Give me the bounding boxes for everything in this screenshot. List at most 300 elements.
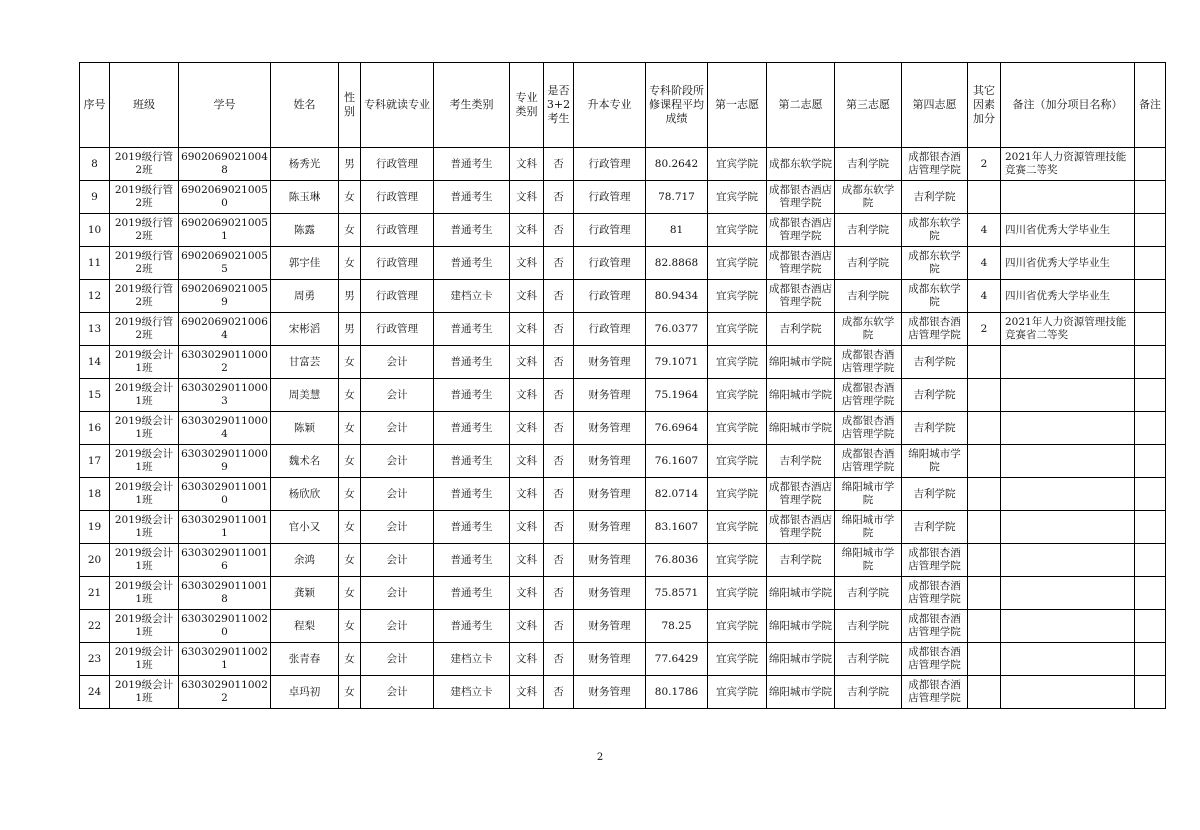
table-cell: 82.8868 [646, 247, 708, 280]
table-cell: 63030290110010 [179, 478, 271, 511]
column-header: 第四志愿 [902, 63, 968, 148]
table-cell: 63030290110004 [179, 412, 271, 445]
table-cell: 63030290110009 [179, 445, 271, 478]
table-cell: 否 [544, 577, 574, 610]
table-cell: 会计 [361, 643, 434, 676]
table-cell: 女 [339, 478, 361, 511]
table-cell: 文科 [510, 313, 544, 346]
table-cell: 行政管理 [361, 148, 434, 181]
table-cell: 杨秀光 [271, 148, 339, 181]
table-cell: 行政管理 [361, 313, 434, 346]
column-header: 专科就读专业 [361, 63, 434, 148]
table-cell: 16 [80, 412, 110, 445]
table-cell: 69020690210059 [179, 280, 271, 313]
table-cell [968, 445, 1001, 478]
table-cell: 会计 [361, 676, 434, 709]
table-row [80, 412, 1166, 445]
table-cell: 普通考生 [434, 445, 510, 478]
table-cell: 绵阳城市学院 [767, 676, 835, 709]
table-cell: 宜宾学院 [708, 412, 767, 445]
table-cell: 文科 [510, 577, 544, 610]
table-row [80, 478, 1166, 511]
table-cell: 行政管理 [361, 214, 434, 247]
table-cell: 否 [544, 313, 574, 346]
table-cell: 绵阳城市学院 [767, 346, 835, 379]
table-cell: 行政管理 [574, 280, 646, 313]
table-cell: 财务管理 [574, 577, 646, 610]
table-cell: 绵阳城市学院 [767, 379, 835, 412]
table-cell: 76.6964 [646, 412, 708, 445]
table-cell: 文科 [510, 247, 544, 280]
table-cell: 吉利学院 [835, 214, 902, 247]
table-cell [1135, 577, 1166, 610]
table-cell: 2019级会计1班 [110, 478, 179, 511]
table-cell: 成都银杏酒店管理学院 [902, 676, 968, 709]
table-cell [1001, 610, 1135, 643]
table-cell: 会计 [361, 544, 434, 577]
table-cell: 龚颖 [271, 577, 339, 610]
table-cell: 22 [80, 610, 110, 643]
table-cell [968, 478, 1001, 511]
table-cell: 2019级会计1班 [110, 511, 179, 544]
table-cell: 成都银杏酒店管理学院 [767, 214, 835, 247]
table-cell: 男 [339, 148, 361, 181]
table-cell: 女 [339, 412, 361, 445]
table-cell: 10 [80, 214, 110, 247]
table-cell: 周勇 [271, 280, 339, 313]
table-cell: 宜宾学院 [708, 445, 767, 478]
table-cell: 会计 [361, 511, 434, 544]
table-cell: 行政管理 [361, 247, 434, 280]
column-header: 备注 [1135, 63, 1166, 148]
table-cell: 24 [80, 676, 110, 709]
table-cell: 63030290110022 [179, 676, 271, 709]
table-cell [1135, 313, 1166, 346]
table-cell [1001, 511, 1135, 544]
table-cell: 文科 [510, 511, 544, 544]
table-cell: 80.2642 [646, 148, 708, 181]
table-cell: 15 [80, 379, 110, 412]
table-cell: 11 [80, 247, 110, 280]
table-cell [1001, 346, 1135, 379]
table-cell [1135, 511, 1166, 544]
table-cell: 69020690210048 [179, 148, 271, 181]
table-cell: 吉利学院 [767, 313, 835, 346]
table-cell: 文科 [510, 610, 544, 643]
table-cell: 女 [339, 214, 361, 247]
table-cell [1135, 280, 1166, 313]
column-header: 性别 [339, 63, 361, 148]
table-cell [1135, 412, 1166, 445]
table-cell [1001, 643, 1135, 676]
table-cell: 普通考生 [434, 247, 510, 280]
table-cell: 76.0377 [646, 313, 708, 346]
table-cell: 2019级会计1班 [110, 544, 179, 577]
column-header: 其它因素加分 [968, 63, 1001, 148]
table-cell: 文科 [510, 346, 544, 379]
table-cell: 会计 [361, 445, 434, 478]
table-cell [968, 379, 1001, 412]
table-cell: 绵阳城市学院 [767, 577, 835, 610]
table-cell: 杨欣欣 [271, 478, 339, 511]
table-cell: 否 [544, 379, 574, 412]
table-cell: 建档立卡 [434, 676, 510, 709]
column-header: 序号 [80, 63, 110, 148]
table-cell: 21 [80, 577, 110, 610]
table-cell: 会计 [361, 577, 434, 610]
table-cell: 76.8036 [646, 544, 708, 577]
table-row [80, 379, 1166, 412]
table-cell: 吉利学院 [835, 643, 902, 676]
table-cell: 建档立卡 [434, 280, 510, 313]
table-cell: 四川省优秀大学毕业生 [1001, 214, 1135, 247]
table-cell: 普通考生 [434, 544, 510, 577]
table-row [80, 445, 1166, 478]
table-body [80, 148, 1166, 709]
table-cell: 宜宾学院 [708, 313, 767, 346]
table-cell [968, 577, 1001, 610]
table-cell: 宜宾学院 [708, 346, 767, 379]
table-cell [968, 544, 1001, 577]
table-row [80, 544, 1166, 577]
table-cell: 吉利学院 [835, 247, 902, 280]
table-cell: 成都银杏酒店管理学院 [767, 280, 835, 313]
table-cell [1135, 478, 1166, 511]
table-cell: 75.1964 [646, 379, 708, 412]
table-cell: 81 [646, 214, 708, 247]
table-cell: 文科 [510, 544, 544, 577]
table-cell: 成都银杏酒店管理学院 [835, 445, 902, 478]
table-cell: 宜宾学院 [708, 610, 767, 643]
table-cell [1135, 148, 1166, 181]
table-cell [1135, 181, 1166, 214]
table-cell: 文科 [510, 280, 544, 313]
table-cell: 行政管理 [361, 181, 434, 214]
table-row [80, 148, 1166, 181]
table-cell: 普通考生 [434, 610, 510, 643]
table-cell: 吉利学院 [835, 280, 902, 313]
table-cell: 80.9434 [646, 280, 708, 313]
table-cell: 否 [544, 247, 574, 280]
table-cell: 文科 [510, 676, 544, 709]
column-header: 班级 [110, 63, 179, 148]
table-cell: 成都东软学院 [902, 214, 968, 247]
table-cell: 78.25 [646, 610, 708, 643]
table-cell: 成都银杏酒店管理学院 [902, 148, 968, 181]
table-cell: 2019级行管2班 [110, 280, 179, 313]
table-cell: 女 [339, 544, 361, 577]
table-cell: 否 [544, 445, 574, 478]
table-cell: 成都银杏酒店管理学院 [902, 313, 968, 346]
table-cell [968, 181, 1001, 214]
table-cell: 甘富芸 [271, 346, 339, 379]
table-cell: 普通考生 [434, 511, 510, 544]
table-cell: 69020690210064 [179, 313, 271, 346]
table-cell: 成都银杏酒店管理学院 [767, 478, 835, 511]
table-cell: 财务管理 [574, 643, 646, 676]
table-cell: 吉利学院 [835, 676, 902, 709]
table-cell: 周美慧 [271, 379, 339, 412]
table-cell: 成都银杏酒店管理学院 [767, 247, 835, 280]
table-cell: 行政管理 [574, 181, 646, 214]
table-cell [1001, 478, 1135, 511]
column-header: 升本专业 [574, 63, 646, 148]
table-cell [968, 346, 1001, 379]
table-cell: 2019级会计1班 [110, 643, 179, 676]
table-cell [1001, 412, 1135, 445]
table-cell: 宜宾学院 [708, 676, 767, 709]
table-cell [1135, 544, 1166, 577]
column-header: 第二志愿 [767, 63, 835, 148]
table-cell: 普通考生 [434, 181, 510, 214]
table-cell: 2019级会计1班 [110, 577, 179, 610]
table-cell: 四川省优秀大学毕业生 [1001, 247, 1135, 280]
table-cell: 普通考生 [434, 214, 510, 247]
table-cell: 吉利学院 [835, 148, 902, 181]
table-cell: 财务管理 [574, 511, 646, 544]
table-cell: 财务管理 [574, 379, 646, 412]
table-cell: 绵阳城市学院 [767, 412, 835, 445]
table-cell: 否 [544, 511, 574, 544]
table-cell: 宜宾学院 [708, 379, 767, 412]
column-header: 姓名 [271, 63, 339, 148]
table-cell: 2019级会计1班 [110, 610, 179, 643]
table-cell: 否 [544, 412, 574, 445]
page-number: 2 [596, 752, 604, 763]
table-cell: 女 [339, 181, 361, 214]
table-cell [1135, 346, 1166, 379]
table-cell: 2019级行管2班 [110, 313, 179, 346]
table-cell: 否 [544, 478, 574, 511]
table-cell [968, 511, 1001, 544]
table-cell: 69020690210051 [179, 214, 271, 247]
table-cell: 程梨 [271, 610, 339, 643]
column-header: 专业类别 [510, 63, 544, 148]
table-cell: 会计 [361, 478, 434, 511]
table-row [80, 313, 1166, 346]
table-cell: 宋彬滔 [271, 313, 339, 346]
table-cell: 成都东软学院 [902, 247, 968, 280]
table-row [80, 577, 1166, 610]
table-cell: 男 [339, 280, 361, 313]
table-cell: 8 [80, 148, 110, 181]
table-cell: 宜宾学院 [708, 577, 767, 610]
table-cell: 宜宾学院 [708, 181, 767, 214]
table-cell: 否 [544, 214, 574, 247]
table-cell: 文科 [510, 379, 544, 412]
table-cell: 文科 [510, 445, 544, 478]
table-cell: 63030290110016 [179, 544, 271, 577]
table-cell: 余鸿 [271, 544, 339, 577]
table-cell: 绵阳城市学院 [767, 643, 835, 676]
table-cell: 郭宇佳 [271, 247, 339, 280]
table-cell: 4 [968, 280, 1001, 313]
table-cell: 宜宾学院 [708, 280, 767, 313]
table-cell: 成都银杏酒店管理学院 [835, 412, 902, 445]
table-row [80, 643, 1166, 676]
table-cell [1001, 181, 1135, 214]
table-cell: 财务管理 [574, 445, 646, 478]
table-cell: 男 [339, 313, 361, 346]
column-header: 是否3+2考生 [544, 63, 574, 148]
table-cell: 77.6429 [646, 643, 708, 676]
table-cell: 魏术名 [271, 445, 339, 478]
table-cell: 否 [544, 181, 574, 214]
table-cell: 63030290110003 [179, 379, 271, 412]
table-cell: 否 [544, 280, 574, 313]
table-cell [968, 412, 1001, 445]
table-cell: 财务管理 [574, 676, 646, 709]
table-cell: 否 [544, 148, 574, 181]
table-cell: 女 [339, 379, 361, 412]
table-row [80, 346, 1166, 379]
table-cell: 14 [80, 346, 110, 379]
table-cell: 文科 [510, 478, 544, 511]
table-cell [968, 610, 1001, 643]
column-header: 备注（加分项目名称） [1001, 63, 1135, 148]
table-cell: 成都东软学院 [835, 181, 902, 214]
table-cell: 宜宾学院 [708, 214, 767, 247]
table-cell: 财务管理 [574, 346, 646, 379]
table-cell: 宜宾学院 [708, 544, 767, 577]
table-cell: 成都银杏酒店管理学院 [767, 511, 835, 544]
table-cell [1135, 445, 1166, 478]
table-cell: 63030290110018 [179, 577, 271, 610]
table-cell: 82.0714 [646, 478, 708, 511]
table-cell: 会计 [361, 610, 434, 643]
table-cell: 2019级会计1班 [110, 412, 179, 445]
table-cell: 吉利学院 [902, 379, 968, 412]
table-cell [1135, 214, 1166, 247]
table-cell: 财务管理 [574, 412, 646, 445]
table-cell [1135, 610, 1166, 643]
table-cell: 否 [544, 544, 574, 577]
table-cell: 成都银杏酒店管理学院 [902, 643, 968, 676]
table-cell: 财务管理 [574, 478, 646, 511]
table-cell: 2021年人力资源管理技能竞赛二等奖 [1001, 148, 1135, 181]
table-cell: 79.1071 [646, 346, 708, 379]
table-cell: 绵阳城市学院 [767, 610, 835, 643]
table-cell: 女 [339, 511, 361, 544]
table-cell: 成都东软学院 [767, 148, 835, 181]
table-cell: 文科 [510, 148, 544, 181]
table-header [80, 63, 1166, 148]
header-row [80, 63, 1166, 148]
table-cell: 成都东软学院 [902, 280, 968, 313]
table-cell: 卓玛初 [271, 676, 339, 709]
table-cell: 20 [80, 544, 110, 577]
table-cell: 69020690210050 [179, 181, 271, 214]
table-cell: 普通考生 [434, 577, 510, 610]
table-cell: 13 [80, 313, 110, 346]
table-cell: 吉利学院 [902, 346, 968, 379]
table-cell: 成都银杏酒店管理学院 [835, 379, 902, 412]
table-row [80, 181, 1166, 214]
table-cell: 女 [339, 445, 361, 478]
table-cell: 绵阳城市学院 [902, 445, 968, 478]
table-cell: 78.717 [646, 181, 708, 214]
column-header: 第一志愿 [708, 63, 767, 148]
table-cell: 2019级会计1班 [110, 379, 179, 412]
table-cell: 会计 [361, 412, 434, 445]
column-header: 专科阶段所修课程平均成绩 [646, 63, 708, 148]
table-cell: 吉利学院 [835, 610, 902, 643]
table-cell: 63030290110020 [179, 610, 271, 643]
table-cell: 陈玉琳 [271, 181, 339, 214]
table-cell: 四川省优秀大学毕业生 [1001, 280, 1135, 313]
table-cell [1001, 445, 1135, 478]
table-cell [1001, 544, 1135, 577]
table-row [80, 280, 1166, 313]
table-cell: 吉利学院 [767, 544, 835, 577]
table-cell: 绵阳城市学院 [835, 544, 902, 577]
table-cell: 69020690210055 [179, 247, 271, 280]
table-cell: 吉利学院 [767, 445, 835, 478]
table-cell: 成都银杏酒店管理学院 [902, 577, 968, 610]
table-row [80, 511, 1166, 544]
table-cell: 19 [80, 511, 110, 544]
column-header: 考生类别 [434, 63, 510, 148]
table-cell: 4 [968, 247, 1001, 280]
table-cell: 行政管理 [574, 148, 646, 181]
table-cell: 2019级行管2班 [110, 181, 179, 214]
table-cell: 83.1607 [646, 511, 708, 544]
table-cell: 63030290110002 [179, 346, 271, 379]
admission-table [79, 62, 1166, 709]
table-cell: 2019级行管2班 [110, 247, 179, 280]
table-cell: 成都银杏酒店管理学院 [767, 181, 835, 214]
table-cell: 否 [544, 346, 574, 379]
table-cell: 宜宾学院 [708, 511, 767, 544]
table-cell: 普通考生 [434, 412, 510, 445]
table-cell: 吉利学院 [902, 181, 968, 214]
table-cell: 财务管理 [574, 544, 646, 577]
table-row [80, 676, 1166, 709]
table-cell [968, 643, 1001, 676]
table-cell: 2019级会计1班 [110, 445, 179, 478]
table-cell: 宜宾学院 [708, 247, 767, 280]
table-cell: 文科 [510, 181, 544, 214]
table-cell: 2019级行管2班 [110, 214, 179, 247]
table-cell: 宜宾学院 [708, 643, 767, 676]
table-cell: 2021年人力资源管理技能竞赛省二等奖 [1001, 313, 1135, 346]
table-cell: 2019级会计1班 [110, 346, 179, 379]
table-cell: 官小又 [271, 511, 339, 544]
table-cell: 否 [544, 676, 574, 709]
table-cell: 23 [80, 643, 110, 676]
table-row [80, 610, 1166, 643]
table-cell: 成都银杏酒店管理学院 [902, 544, 968, 577]
table-cell: 76.1607 [646, 445, 708, 478]
table-cell: 17 [80, 445, 110, 478]
table-cell: 行政管理 [574, 214, 646, 247]
table-cell: 4 [968, 214, 1001, 247]
table-cell: 行政管理 [574, 247, 646, 280]
table-cell: 陈露 [271, 214, 339, 247]
table-cell: 文科 [510, 412, 544, 445]
table-cell: 2 [968, 313, 1001, 346]
table-cell: 吉利学院 [902, 412, 968, 445]
column-header: 第三志愿 [835, 63, 902, 148]
table-cell: 会计 [361, 379, 434, 412]
table-cell: 陈颖 [271, 412, 339, 445]
table-cell: 文科 [510, 214, 544, 247]
table-cell: 行政管理 [361, 280, 434, 313]
table-cell: 财务管理 [574, 610, 646, 643]
table-cell: 女 [339, 676, 361, 709]
table-cell: 吉利学院 [902, 478, 968, 511]
table-cell: 建档立卡 [434, 643, 510, 676]
